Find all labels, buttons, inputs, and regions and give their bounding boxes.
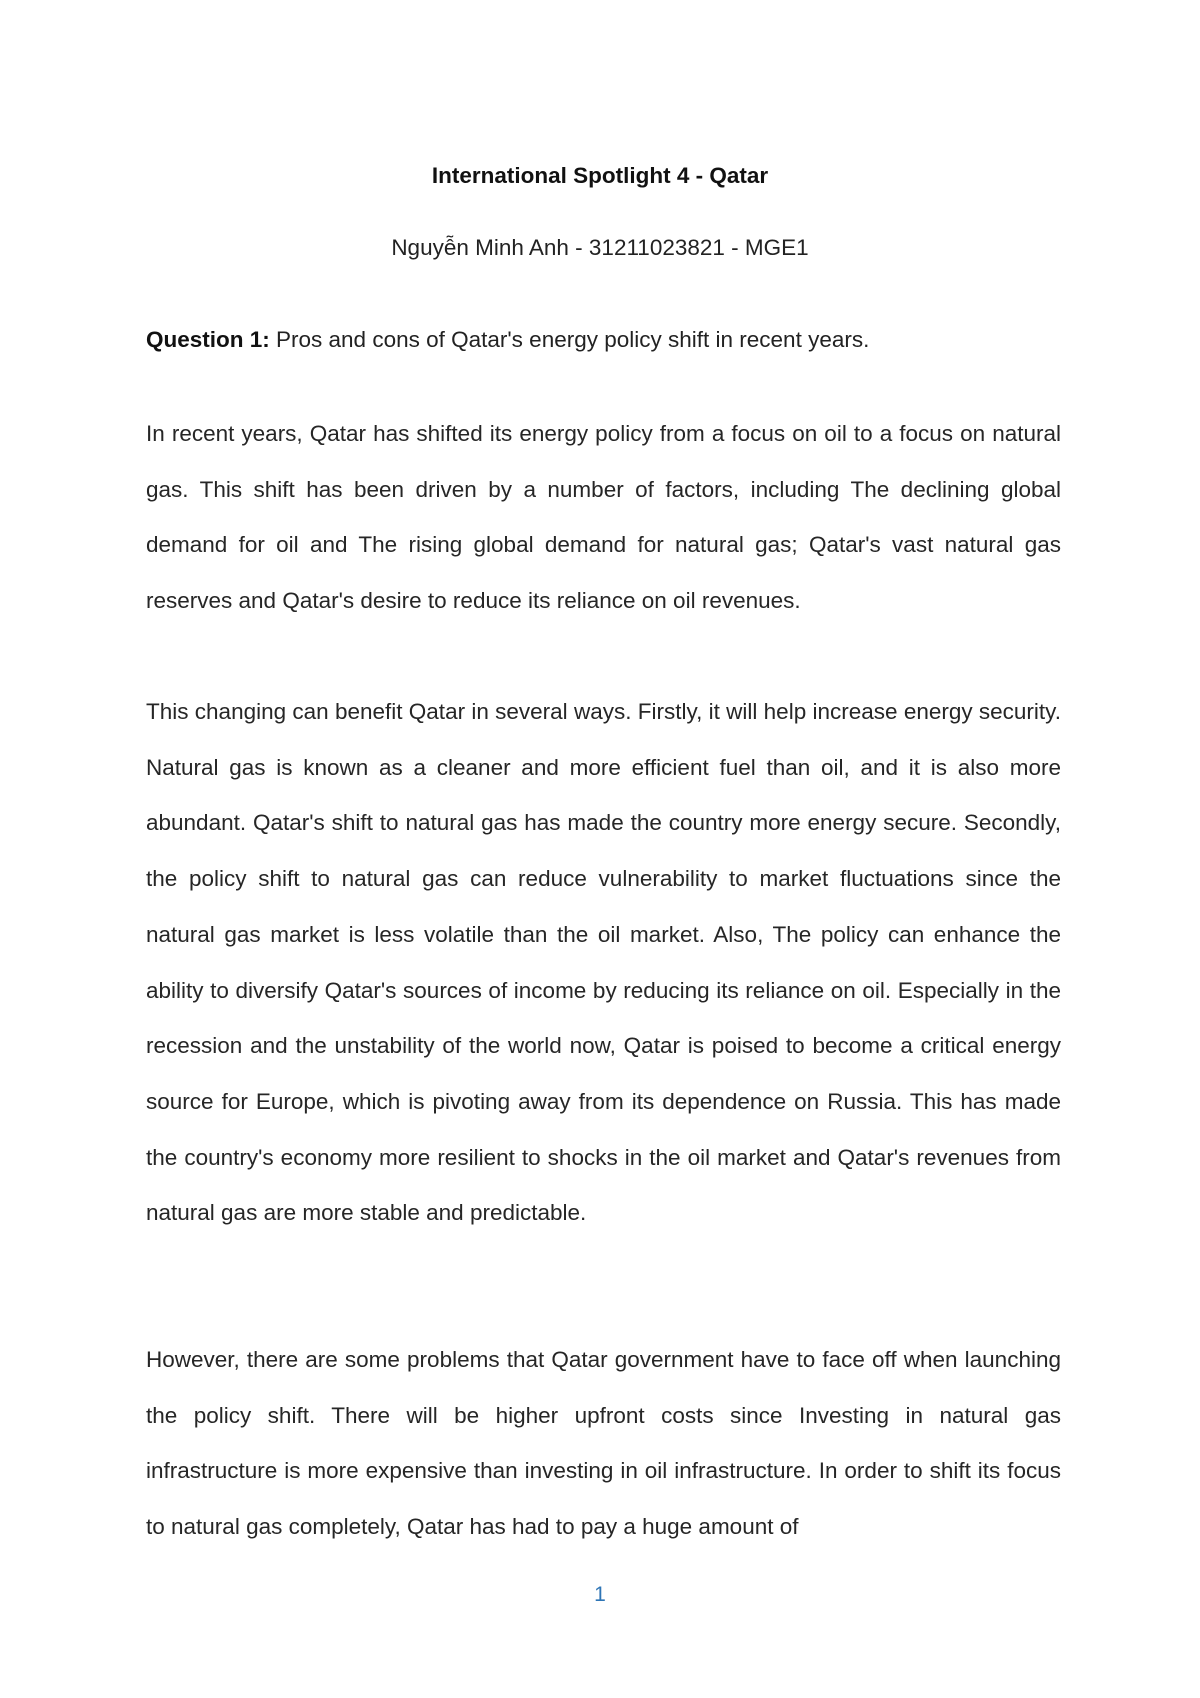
author-line: Nguyễn Minh Anh - 31211023821 - MGE1 [391,235,809,260]
document-title: International Spotlight 4 - Qatar [431,163,769,188]
paragraph-problems: However, there are some problems that Qatar government have to face off when launching the policy shift. There will be higher upfront costs since Investing in natural gas infrastructure is more expensive than investing in oil infrastructure. In order to shift its focus to natural gas completely, Qatar has had to pay a huge amount of [146,1347,1061,1540]
question-heading [146,325,1061,355]
paragraph-benefits: This changing can benefit Qatar in several ways. Firstly, it will help increase energy security. Natural gas is known as a cleaner and more efficient fuel than oil, and it is also more abundant. Qatar's shift to natural gas has made the country more energy secure. Secondly, the policy shift to natural gas can reduce vulnerability to market fluctuations since the natural gas market is less volatile than the oil market. Also, The policy can enhance the ability to diversify Qatar's sources of income by reducing its reliance on oil. Especially in the recession and the unstability of the world now, Qatar is poised to become a critical energy source for Europe, which is pivoting away from its dependence on Russia. This has made the country's economy more resilient to shocks in the oil market and Qatar's revenues from natural gas are more stable and predictable. [146,699,1061,1226]
paragraph-intro: In recent years, Qatar has shifted its energy policy from a focus on oil to a focus on natural gas. This shift has been driven by a number of factors, including The declining global demand for oil and The rising global demand for natural gas; Qatar's vast natural gas reserves and Qatar's desire to reduce its reliance on oil revenues. [146,421,1061,614]
question-text: Pros and cons of Qatar's energy policy shift in recent years. [269,327,870,352]
page-number: 1 [594,1583,606,1606]
question-label: Question 1: [146,327,270,352]
